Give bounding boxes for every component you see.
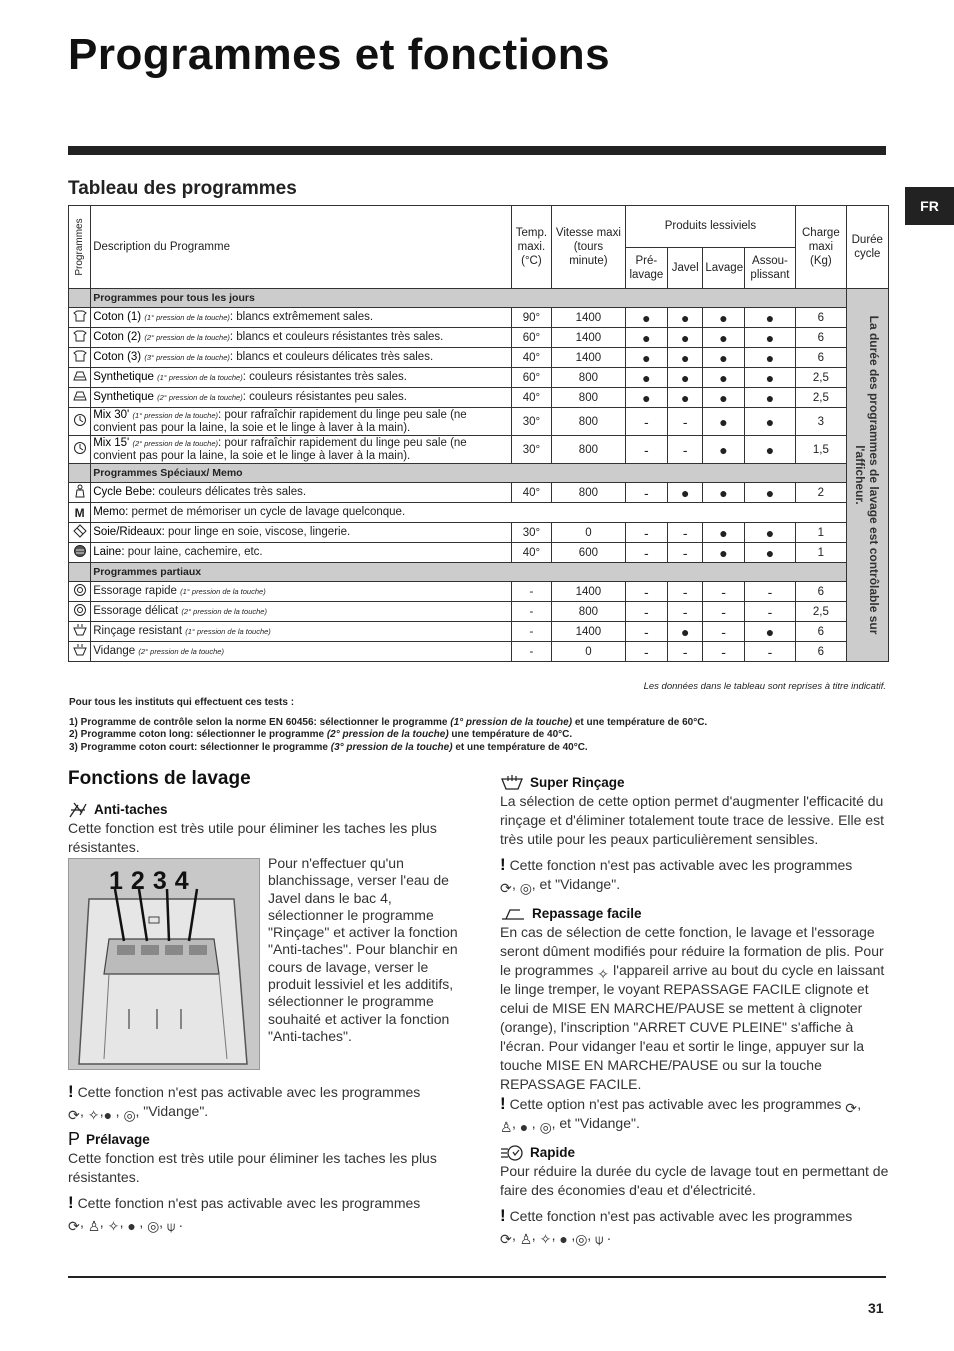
- cell-temp: 60°: [511, 328, 551, 348]
- cell-speed: 1400: [552, 582, 626, 602]
- group-label: Programmes pour tous les jours: [91, 289, 846, 308]
- cell-temp: -: [511, 622, 551, 642]
- cell-temp: 90°: [511, 308, 551, 328]
- cell-temp: -: [511, 602, 551, 622]
- cell-speed: 600: [552, 543, 626, 563]
- cell-prelavage: -: [625, 523, 667, 543]
- cell-charge: 1: [796, 543, 846, 563]
- cell-temp: 40°: [511, 388, 551, 408]
- cotton-icon: [69, 328, 91, 348]
- cell-assouplissant: -: [744, 642, 795, 662]
- mix-icon: ⟳: [500, 1231, 512, 1248]
- table-row: [69, 582, 889, 602]
- cell-javel: -: [668, 523, 703, 543]
- cell-speed: 1400: [552, 308, 626, 328]
- table-row: [69, 622, 889, 642]
- cell-javel: -: [668, 582, 703, 602]
- table-row: [69, 328, 889, 348]
- detergent-drawer-figure: [68, 858, 260, 1070]
- spin-icon: ◎: [123, 1107, 136, 1124]
- cell-charge: 3: [796, 408, 846, 436]
- cell-temp: 30°: [511, 408, 551, 436]
- program-description: Soie/Rideaux: pour linge en soie, viscose, lingerie.: [91, 523, 512, 543]
- cell-charge: 6: [796, 622, 846, 642]
- cell-prelavage: -: [625, 408, 667, 436]
- cell-charge: 1: [796, 523, 846, 543]
- cell-assouplissant: ●: [744, 622, 795, 642]
- table-row: [69, 408, 889, 436]
- cell-charge: 6: [796, 642, 846, 662]
- cell-assouplissant: ●: [744, 308, 795, 328]
- spin-icon: [69, 582, 91, 602]
- cell-lavage: ●: [703, 543, 744, 563]
- table-row: [69, 368, 889, 388]
- mix-icon: ⟳: [845, 1100, 858, 1117]
- baby-icon: ♙: [519, 1231, 533, 1248]
- cell-speed: 1400: [552, 328, 626, 348]
- program-description: Laine: pour laine, cachemire, etc.: [91, 543, 512, 563]
- spin-icon: [69, 602, 91, 622]
- fonctions-title: Fonctions de lavage: [68, 768, 251, 789]
- prelavage-icon: P: [68, 1129, 81, 1149]
- cell-prelavage: -: [625, 622, 667, 642]
- cell-temp: -: [511, 642, 551, 662]
- cell-prelavage: ●: [625, 388, 667, 408]
- anti-taches-icon: [68, 801, 88, 819]
- cell-javel: ●: [668, 368, 703, 388]
- rapide-heading: Rapide: [500, 1143, 890, 1162]
- cell-charge: 2,5: [796, 368, 846, 388]
- header-lavage: Lavage: [703, 247, 744, 289]
- spin-icon: ◎: [575, 1231, 588, 1248]
- table-group-header: [69, 464, 889, 483]
- synthetic-icon: [69, 388, 91, 408]
- program-description: Vidange (2° pression de la touche): [91, 642, 512, 662]
- cell-lavage: -: [703, 622, 744, 642]
- anti-taches-warning: ! Cette fonction n'est pas activable avec les programmes ⟳, ✧,● , ◎, "Vidange".: [68, 1082, 421, 1124]
- group-label: Programmes Spéciaux/ Memo: [91, 464, 846, 483]
- cell-charge: 2,5: [796, 388, 846, 408]
- program-description: Synthetique (2° pression de la touche): couleurs résistantes peu sales.: [91, 388, 512, 408]
- program-description: Rinçage resistant (1° pression de la touche): [91, 622, 512, 642]
- wool-icon: [69, 543, 91, 563]
- table-row: [69, 308, 889, 328]
- anti-taches-heading: Anti-taches: [68, 800, 460, 819]
- cell-lavage: ●: [703, 328, 744, 348]
- cell-assouplissant: ●: [744, 348, 795, 368]
- header-javel: Javel: [668, 247, 703, 289]
- cell-javel: -: [668, 602, 703, 622]
- cell-prelavage: ●: [625, 328, 667, 348]
- cell-prelavage: -: [625, 436, 667, 464]
- program-description: Coton (3) (3° pression de la touche): blancs et couleurs délicates très sales.: [91, 348, 512, 368]
- cell-temp: -: [511, 582, 551, 602]
- cell-temp: 60°: [511, 368, 551, 388]
- tests-intro: Pour tous les instituts qui effectuent ces tests :: [69, 697, 295, 708]
- wool-icon: ●: [103, 1107, 113, 1124]
- cell-speed: 800: [552, 388, 626, 408]
- mix-icon: [69, 408, 91, 436]
- cell-lavage: ●: [703, 388, 744, 408]
- cell-charge: 6: [796, 348, 846, 368]
- cell-temp: 30°: [511, 436, 551, 464]
- cell-prelavage: -: [625, 582, 667, 602]
- cell-temp: 40°: [511, 543, 551, 563]
- test-line-3: 3) Programme coton court: sélectionner le programme (3° pression de la touche) et une température de 40°C.: [69, 741, 588, 753]
- cell-speed: 800: [552, 436, 626, 464]
- cell-javel: ●: [668, 328, 703, 348]
- cell-assouplissant: ●: [744, 543, 795, 563]
- wool-icon: ●: [127, 1218, 136, 1235]
- test-line-2: 2) Programme coton long: sélectionner le programme (2° pression de la touche) une température de 40°C.: [69, 729, 573, 740]
- program-description: Cycle Bebe: couleurs délicates très sales.: [91, 483, 512, 503]
- baby-icon: ♙: [87, 1218, 101, 1235]
- cell-temp: 40°: [511, 348, 551, 368]
- cell-lavage: -: [703, 642, 744, 662]
- cell-assouplissant: ●: [744, 368, 795, 388]
- program-description: Essorage rapide (1° pression de la touche): [91, 582, 512, 602]
- table-row: [69, 348, 889, 368]
- rinse-icon: [69, 622, 91, 642]
- cell-assouplissant: ●: [744, 483, 795, 503]
- cell-javel: -: [668, 408, 703, 436]
- cell-lavage: ●: [703, 408, 744, 436]
- indicative-note: Les données dans le tableau sont reprises à titre indicatif.: [643, 681, 886, 692]
- rinse-icon: ⍦: [166, 1218, 176, 1235]
- silk-icon: ✧: [539, 1231, 552, 1248]
- cell-charge: 1,5: [796, 436, 846, 464]
- cell-charge: 6: [796, 582, 846, 602]
- cell-speed: 0: [552, 642, 626, 662]
- program-description: Mix 30' (1° pression de la touche): pour rafraîchir rapidement du linge peu sale (ne convient pas pour la laine, la soie et le linge à laver à la main).: [91, 408, 512, 436]
- table-row: [69, 483, 889, 503]
- cell-lavage: ●: [703, 348, 744, 368]
- tests-notes: [69, 697, 889, 754]
- cell-javel: ●: [668, 483, 703, 503]
- table-row: [69, 523, 889, 543]
- spin-icon: ◎: [147, 1218, 160, 1235]
- cell-prelavage: ●: [625, 308, 667, 328]
- cell-assouplissant: -: [744, 602, 795, 622]
- table-row: [69, 543, 889, 563]
- spin-icon: ◎: [539, 1119, 552, 1136]
- silk-icon: [69, 523, 91, 543]
- cell-javel: ●: [668, 348, 703, 368]
- cell-lavage: ●: [703, 436, 744, 464]
- cotton-icon: [69, 308, 91, 328]
- cell-charge: 6: [796, 308, 846, 328]
- program-description: Memo: permet de mémoriser un cycle de lavage quelconque.: [91, 503, 846, 523]
- cell-javel: ●: [668, 622, 703, 642]
- wool-icon: ●: [519, 1119, 529, 1136]
- cell-javel: -: [668, 436, 703, 464]
- cell-javel: ●: [668, 308, 703, 328]
- table-section-title: Tableau des programmes: [68, 178, 297, 199]
- cell-lavage: ●: [703, 483, 744, 503]
- header-duree: Durée cycle: [846, 206, 888, 289]
- program-description: Coton (2) (2° pression de la touche): blancs et couleurs résistantes très sales.: [91, 328, 512, 348]
- cell-lavage: ●: [703, 308, 744, 328]
- silk-icon: ✧: [87, 1107, 100, 1124]
- cell-prelavage: ●: [625, 348, 667, 368]
- synthetic-icon: [69, 368, 91, 388]
- header-temp: Temp. maxi. (°C): [511, 206, 551, 289]
- prelavage-section: P Prélavage Cette fonction est très utile pour éliminer les taches les plus résistantes. ! Cette fonction n'est pas activable avec les programmes ⟳, ♙, ✧, ● , ◎, ⍦ .: [68, 1130, 460, 1232]
- cell-lavage: -: [703, 582, 744, 602]
- cell-javel: -: [668, 543, 703, 563]
- cell-temp: 30°: [511, 523, 551, 543]
- cell-speed: 800: [552, 408, 626, 436]
- rapide-icon: [500, 1144, 524, 1162]
- cell-assouplissant: ●: [744, 436, 795, 464]
- spin-icon: ◎: [519, 880, 532, 897]
- cell-prelavage: -: [625, 543, 667, 563]
- drawer-numbers: 1234: [109, 867, 197, 895]
- table-row: [69, 503, 889, 523]
- cell-speed: 800: [552, 368, 626, 388]
- table-row: [69, 388, 889, 408]
- mix-icon: ⟳: [68, 1218, 80, 1235]
- cell-speed: 1400: [552, 348, 626, 368]
- cotton-icon: [69, 348, 91, 368]
- cell-prelavage: -: [625, 642, 667, 662]
- cell-lavage: -: [703, 602, 744, 622]
- header-assouplissant: Assou-plissant: [744, 247, 795, 289]
- cell-speed: 800: [552, 483, 626, 503]
- cell-speed: 0: [552, 523, 626, 543]
- program-description: Essorage délicat (2° pression de la touche): [91, 602, 512, 622]
- cell-assouplissant: ●: [744, 388, 795, 408]
- table-group-header: [69, 289, 889, 308]
- cell-javel: -: [668, 642, 703, 662]
- test-line-1: 1) Programme de contrôle selon la norme EN 60456: sélectionner le programme (1° pression de la touche) et une température de 60°C.: [69, 716, 708, 728]
- header-charge: Charge maxi (Kg): [796, 206, 846, 289]
- table-row: [69, 436, 889, 464]
- cell-charge: 6: [796, 328, 846, 348]
- header-prelavage: Pré-lavage: [625, 247, 667, 289]
- cell-lavage: ●: [703, 368, 744, 388]
- bottom-rule: [68, 1276, 886, 1278]
- repassage-text: En cas de sélection de cette fonction, le lavage et l'essorage seront dûment modifiés pour réduire la formation de plis. Pour le programmes ✧ l'appareil arrive au bout du cycle en laissant le linge tremper, le voyant REPASSAGE FACILE clignote et celui de MISE EN MARCHE/PAUSE se mettent à clignoter (orange), l'inscription "ARRET CUVE PLEINE" s'affiche à l'écran. Pour vidanger l'eau et sortir le linge, appuyer sur la touche MISE EN MARCHE/PAUSE ou sur la touche REPASSAGE FACILE.: [500, 924, 885, 1092]
- page-title: Programmes et fonctions: [68, 30, 611, 79]
- cell-assouplissant: ●: [744, 523, 795, 543]
- super-rincage-icon: [500, 775, 524, 791]
- program-description: Coton (1) (1° pression de la touche): blancs extrêmement sales.: [91, 308, 512, 328]
- cell-assouplissant: ●: [744, 408, 795, 436]
- header-description: Description du Programme: [91, 206, 512, 289]
- cell-prelavage: -: [625, 483, 667, 503]
- mix-icon: ⟳: [500, 880, 512, 897]
- cell-prelavage: -: [625, 602, 667, 622]
- programmes-table: [68, 205, 889, 662]
- anti-taches-text: Cette fonction est très utile pour éliminer les taches les plus résistantes.: [68, 820, 437, 855]
- header-produits: Produits lessiviels: [625, 206, 795, 248]
- header-programmes: Programmes: [69, 206, 91, 289]
- cell-lavage: ●: [703, 523, 744, 543]
- program-description: Synthetique (1° pression de la touche): couleurs résistantes très sales.: [91, 368, 512, 388]
- table-group-header: [69, 563, 889, 582]
- fonctions-right-column: Super Rinçage La sélection de cette option permet d'augmenter l'efficacité du rinçage et d'éliminer totalement toute trace de lessive. Elle est très utile pour les peaux particulièrement sensibles. ! Cette fonction n'est pas activable avec les programmes ⟳, ◎, et "Vidange". Repassage facile En cas de sélection de cette fonction, le lavage et l'essorage seront dûment modifiés pour réduire la formation de plis. Pour le programmes ✧ l'appareil arrive au bout du cycle en laissant le linge tremper, le voyant REPASSAGE FACILE clignote et celui de MISE EN MARCHE/PAUSE se mettent à clignoter (orange), l'inscription "ARRET CUVE PLEINE" s'affiche à l'écran. Pour vidanger l'eau et sortir le linge, appuyer sur la touche MISE EN MARCHE/PAUSE ou sur la touche REPASSAGE FACILE. ! Cette option n'est pas activable avec les programmes ⟳, ♙, ● , ◎, et "Vidange". Rapide Pour réduire la durée du cycle de lavage tout en permettant de faire des économies d'eau et d'électricité. ! Cette fonction n'est pas activable avec les programmes ⟳, ♙, ✧, ● ,◎, ⍦ .: [500, 775, 889, 1248]
- cell-assouplissant: -: [744, 582, 795, 602]
- repassage-heading: Repassage facile: [500, 904, 890, 923]
- cell-prelavage: ●: [625, 368, 667, 388]
- super-rincage-heading: Super Rinçage: [500, 773, 890, 792]
- language-tab: FR: [905, 187, 954, 225]
- page-number: 31: [868, 1300, 884, 1316]
- cell-speed: 1400: [552, 622, 626, 642]
- baby-icon: ♙: [500, 1119, 513, 1136]
- wool-icon: ●: [559, 1231, 568, 1248]
- silk-icon: ✧: [597, 966, 609, 983]
- fonctions-left-column: [68, 800, 460, 857]
- rapide-text: Pour réduire la durée du cycle de lavage tout en permettant de faire des économies d'eau et d'électricité.: [500, 1163, 889, 1198]
- prelavage-heading: P Prélavage: [68, 1129, 150, 1149]
- table-row: [69, 642, 889, 662]
- cell-temp: 40°: [511, 483, 551, 503]
- repassage-icon: [500, 907, 526, 921]
- cell-charge: 2: [796, 483, 846, 503]
- cell-charge: 2,5: [796, 602, 846, 622]
- cell-javel: ●: [668, 388, 703, 408]
- prelavage-text: Cette fonction est très utile pour éliminer les taches les plus résistantes.: [68, 1150, 437, 1185]
- baby-icon: [69, 483, 91, 503]
- drawer-instructions: Pour n'effectuer qu'un blanchissage, verser l'eau de Javel dans le bac 4, sélectionner le programme "Rinçage" et activer la fonction "Anti-taches". Pour blanchir en cours de lavage, verser le produit lessiviel et les additifs, sélectionner le programme souhaité et activer la fonction "Anti-taches".: [268, 855, 458, 1044]
- rinse-icon: [69, 642, 91, 662]
- super-rincage-text: La sélection de cette option permet d'augmenter l'efficacité du rinçage et d'éliminer totalement toute trace de lessive. Elle est très utile pour les peaux particulièrement sensibles.: [500, 793, 884, 847]
- cell-speed: 800: [552, 602, 626, 622]
- title-rule: [68, 146, 886, 155]
- rinse-icon: ⍦: [595, 1231, 604, 1248]
- mix-icon: ⟳: [68, 1107, 80, 1124]
- cell-assouplissant: ●: [744, 328, 795, 348]
- group-label: Programmes partiaux: [91, 563, 846, 582]
- silk-icon: ✧: [107, 1218, 120, 1235]
- memo-icon: M: [69, 503, 91, 523]
- program-description: Mix 15' (2° pression de la touche): pour rafraîchir rapidement du linge peu sale (ne convient pas pour la laine, la soie et le linge à laver à la main).: [91, 436, 512, 464]
- table-row: [69, 602, 889, 622]
- duree-note: La durée des programmes de lavage est contrôlable sur l'afficheur.: [846, 289, 888, 662]
- mix-icon: [69, 436, 91, 464]
- header-vitesse: Vitesse maxi (tours minute): [552, 206, 626, 289]
